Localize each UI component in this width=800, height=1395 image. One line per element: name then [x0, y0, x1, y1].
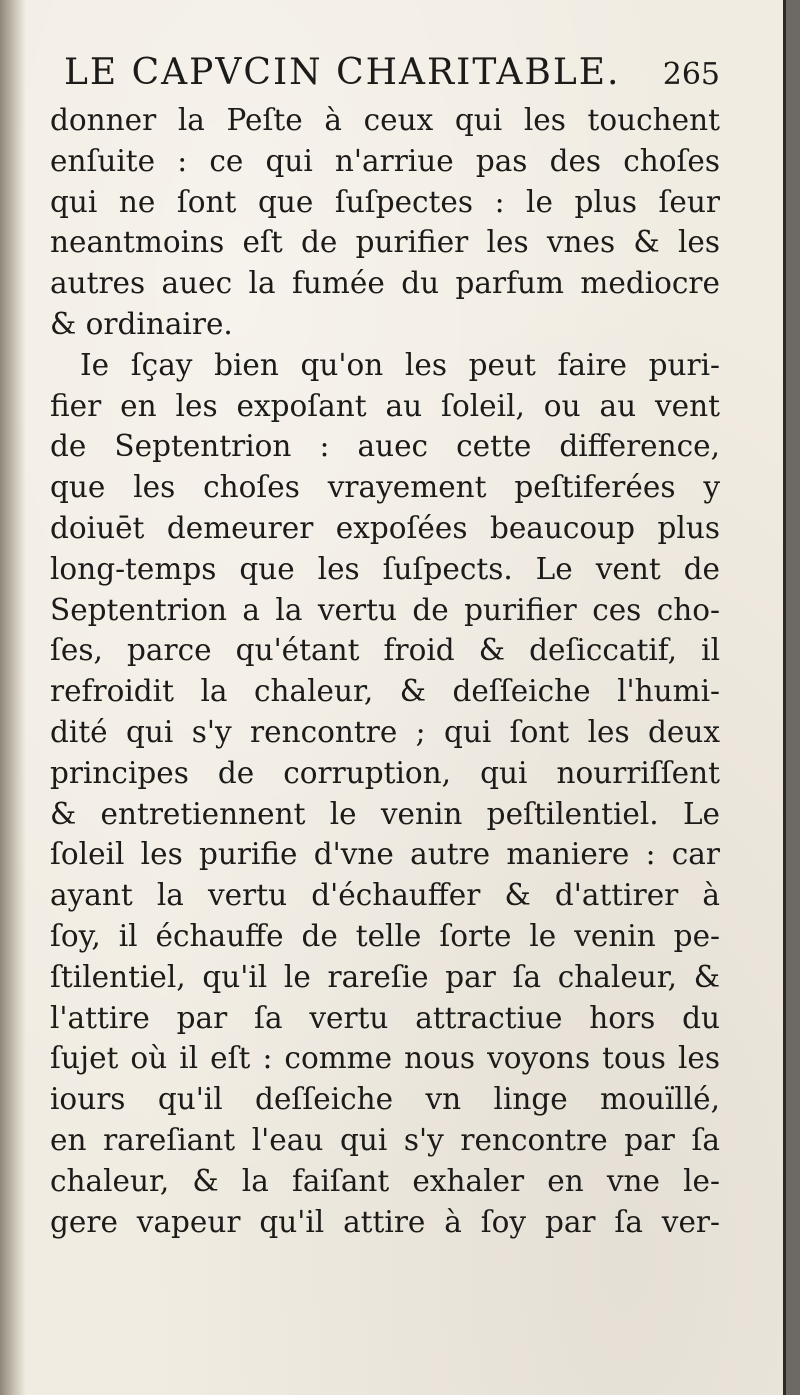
page-number: 265 — [662, 57, 720, 92]
text-line: Septentrion a la vertu de purifier ces cho- — [50, 592, 720, 627]
text-block — [50, 48, 720, 1242]
text-line: que les choſes vrayement peſtiferées y — [50, 470, 720, 505]
binding-shadow — [0, 0, 26, 1395]
paragraph — [50, 345, 720, 1243]
text-line: principes de corruption, qui nourriſſent — [50, 755, 720, 790]
text-line: donner la Peſte à ceux qui les touchent — [50, 103, 720, 137]
text-line: en rareſiant l'eau qui s'y rencontre par ſa — [50, 1122, 720, 1157]
text-line: ſes, parce qu'étant froid & deſiccatif, il — [50, 633, 720, 668]
text-line: long-temps que les ſuſpects. Le vent de — [50, 551, 720, 586]
text-line: fier en les expoſant au ſoleil, ou au vent — [50, 388, 720, 423]
text-line: autres auec la fumée du parfum mediocre — [50, 266, 720, 301]
text-line: dité qui s'y rencontre ; qui ſont les deux — [50, 714, 720, 749]
text-line: & ordinaire. — [50, 306, 233, 341]
text-line: refroidit la chaleur, & deſſeiche l'humi- — [50, 674, 720, 709]
body-text — [50, 100, 720, 1242]
running-head — [50, 48, 720, 100]
text-line: qui ne ſont que ſuſpectes : le plus ſeur — [50, 184, 720, 219]
text-line: neantmoins eſt de purifier les vnes & les — [50, 225, 720, 260]
text-line: ayant la vertu d'échauffer & d'attirer à — [50, 878, 720, 913]
text-line: enſuite : ce qui n'arriue pas des choſes — [50, 143, 720, 178]
text-line: iours qu'il deſſeiche vn linge mouïllé, — [50, 1082, 720, 1117]
running-title: LE CAPVCIN CHARITABLE. — [64, 52, 621, 93]
text-line: gere vapeur qu'il attire à ſoy par ſa ver- — [50, 1204, 720, 1239]
text-line: doiuēt demeurer expoſées beaucoup plus — [50, 510, 720, 545]
text-line: ſtilentiel, qu'il le rareſie par ſa chaleur, & — [50, 959, 720, 994]
paragraph — [50, 100, 720, 345]
text-line: de Septentrion : auec cette difference, — [50, 429, 720, 464]
text-line: Ie ſçay bien qu'on les peut faire puri- — [80, 347, 720, 382]
text-line: l'attire par ſa vertu attractiue hors du — [50, 1000, 720, 1035]
text-line: ſoleil les purifie d'vne autre maniere : car — [50, 837, 720, 872]
text-line: chaleur, & la faiſant exhaler en vne le- — [50, 1163, 720, 1198]
text-line: ſujet où il eſt : comme nous voyons tous les — [50, 1041, 720, 1076]
text-line: ſoy, il échauffe de telle ſorte le venin pe- — [50, 918, 720, 953]
text-line: & entretiennent le venin peſtilentiel. Le — [50, 796, 720, 831]
